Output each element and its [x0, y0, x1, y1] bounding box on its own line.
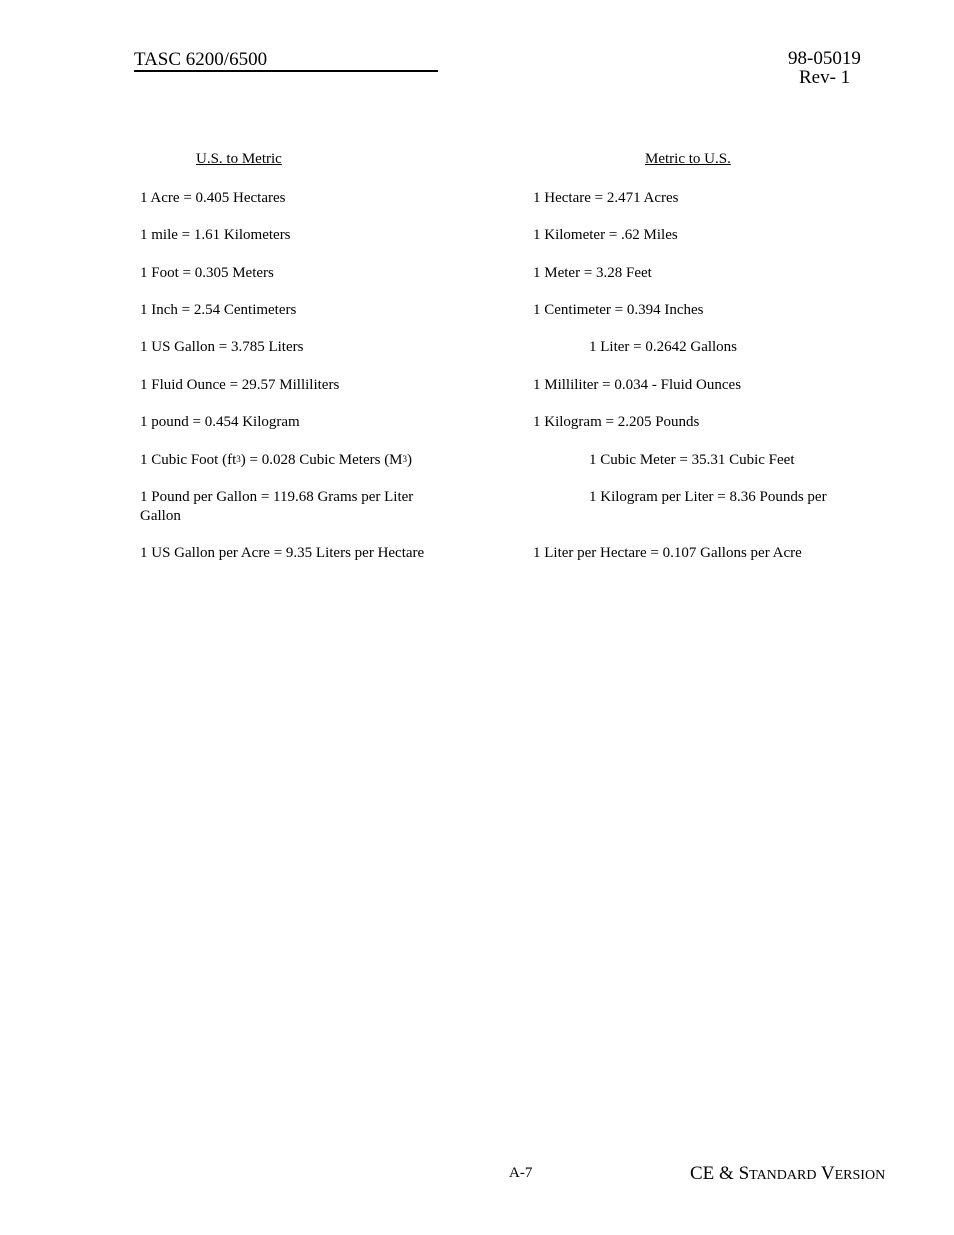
conversion-metric-hectare: 1 Hectare = 2.471 Acres [533, 190, 679, 206]
conversion-us-gallon: 1 US Gallon = 3.785 Liters [140, 339, 304, 355]
conversion-us-inch: 1 Inch = 2.54 Centimeters [140, 302, 297, 318]
conversion-us-foot: 1 Foot = 0.305 Meters [140, 265, 274, 281]
page-number: A-7 [509, 1165, 533, 1181]
conversion-us-pound-per-gallon: 1 Pound per Gallon = 119.68 Grams per Liter [140, 489, 414, 505]
cubic-foot-text-b: ) = 0.028 Cubic Meters (M [240, 452, 403, 468]
conversion-us-acre: 1 Acre = 0.405 Hectares [140, 190, 286, 206]
conversion-metric-milliliter: 1 Milliliter = 0.034 - Fluid Ounces [533, 377, 742, 393]
conversion-us-cubic-foot [140, 451, 412, 470]
conversion-us-pound: 1 pound = 0.454 Kilogram [140, 414, 300, 430]
conversion-us-gallon-per-acre: 1 US Gallon per Acre = 9.35 Liters per Hectare [140, 545, 425, 561]
cubic-foot-text-c: ) [407, 452, 413, 468]
conversion-us-pound-per-gallon-wrap: Gallon [140, 508, 181, 524]
document-number: 98-05019 [788, 48, 861, 69]
conversion-metric-cubic-meter: 1 Cubic Meter = 35.31 Cubic Feet [589, 452, 795, 468]
edition-s: S [738, 1163, 750, 1184]
conversion-metric-centimeter: 1 Centimeter = 0.394 Inches [533, 302, 704, 318]
conversion-metric-kilogram-per-liter: 1 Kilogram per Liter = 8.36 Pounds per [589, 489, 827, 505]
conversion-metric-liter: 1 Liter = 0.2642 Gallons [589, 339, 738, 355]
cubic-meter-superscript: 3 [402, 454, 408, 464]
conversion-us-fluid-ounce: 1 Fluid Ounce = 29.57 Milliliters [140, 377, 340, 393]
cubic-foot-text-a: 1 Cubic Foot (ft [140, 452, 237, 468]
edition-prefix: CE & [690, 1163, 739, 1184]
conversion-metric-liter-per-hectare: 1 Liter per Hectare = 0.107 Gallons per Acre [533, 545, 802, 561]
conversion-metric-meter: 1 Meter = 3.28 Feet [533, 265, 652, 281]
header-rule [134, 70, 438, 72]
edition-label [690, 1163, 885, 1185]
left-column-heading: U.S. to Metric [196, 151, 282, 167]
document-title: TASC 6200/6500 [134, 49, 268, 70]
right-column-heading: Metric to U.S. [645, 151, 731, 167]
conversion-metric-kilometer: 1 Kilometer = .62 Miles [533, 227, 678, 243]
edition-ersion: ERSION [834, 1168, 886, 1183]
conversion-metric-kilogram: 1 Kilogram = 2.205 Pounds [533, 414, 700, 430]
cubic-foot-superscript: 3 [236, 454, 241, 464]
edition-tandard: TANDARD [749, 1168, 817, 1183]
conversion-us-mile: 1 mile = 1.61 Kilometers [140, 227, 291, 243]
document-revision: Rev- 1 [799, 67, 851, 88]
edition-v: V [820, 1163, 835, 1184]
